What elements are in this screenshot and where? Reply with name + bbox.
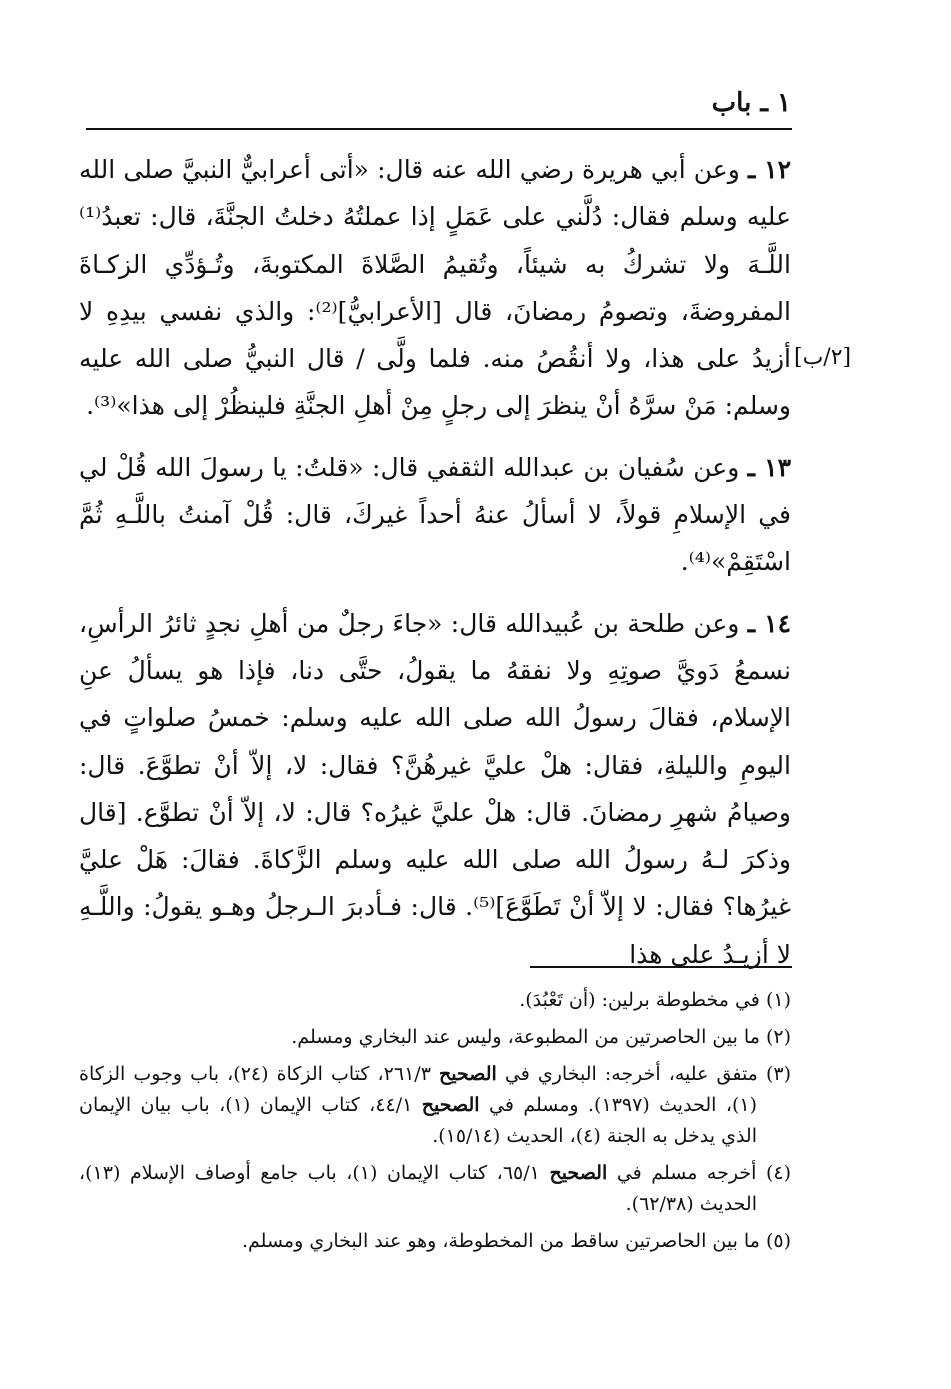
footnote-5: [79, 1226, 791, 1257]
footnote-text-post: ٤٤/١، كتاب الإيمان (١)، باب بيان الإيمان الذي يدخل به الجنة (٤)، الحديث (١٥/١٤).: [79, 1094, 757, 1147]
main-text: [79, 146, 791, 978]
footnotes: [79, 985, 791, 1263]
manuscript-folio-marker: [٢/ب]: [794, 345, 852, 370]
footnote-source-title: الصحيح: [438, 1063, 497, 1085]
hadith-12: [79, 146, 791, 430]
footnote-1: [79, 985, 791, 1016]
hadith-text-continued: على هذا، ولا أنقُصُ منه. فلما ولَّى / قال النبيُّ صلى الله عليه وسلم: مَنْ سرَّهُ أنْ ينظرَ إلى رجلٍ مِنْ أهلِ الجنَّةِ فلينظُرْ إلى هذا»⁽³⁾.: [79, 344, 791, 421]
header-rule: [86, 128, 792, 130]
hadith-number: ١٤ ـ: [747, 608, 792, 638]
footnote-source-title: الصحيح: [421, 1094, 480, 1116]
footnote-source-title: الصحيح: [549, 1162, 608, 1184]
footnote-2: [79, 1022, 791, 1053]
hadith-text: وعن أبي هريرة رضي الله عنه قال: «أتى أعرابيٌّ النبيَّ صلى الله عليه وسلم فقال: دُلَّني على عَمَلٍ إذا عملتُهُ دخلتُ الجنَّةَ، قال: تعبدُ⁽¹⁾ اللَّـهَ ولا تشركُ به شيئاً، وتُقيمُ الصَّلاةَ المكتوبةَ، وتُـؤدِّي الزكـاةَ المفروضةَ، وتصومُ رمضانَ، قال [الأعرابيُّ]⁽²⁾: والذي نفسي بيدِهِ لا أزيدُ: [79, 155, 792, 374]
hadith-text: وعن طلحة بن عُبيدالله قال: «جاءَ رجلٌ من أهلِ نجدٍ ثائرُ الرأسِ، نسمعُ دَويَّ صوتِهِ ولا نفقهُ ما يقولُ، حتَّى دنا، فإذا هو يسألُ عنِ الإسلام، فقالَ رسولُ الله صلى الله عليه وسلم: خمسُ صلواتٍ في اليومِ والليلةِ، فقال: هلْ عليَّ غيرهُنَّ؟ فقال: لا، إلاّ أنْ تطوَّعَ. قال: وصيامُ شهرِ رمضانَ. قال: هلْ عليَّ غيرُه؟ قال: لا، إلاّ أنْ تطوَّع. [قال وذكرَ لـهُ رسولُ الله صلى الله عليه وسلم الزَّكاةَ. فقالَ: هَلْ عليَّ غيرُها؟ فقال: لا إلاّ أنْ تَطَوَّعَ]⁽⁵⁾. قال: فـأدبرَ الـرجلُ وهـو يقولُ: واللَّـهِ لا أزيـدُ على هذا: [79, 608, 791, 969]
footnote-4: [79, 1158, 791, 1220]
footnote-text: ما بين الحاصرتين ساقط من المخطوطة، وهو عند البخاري ومسلم.: [242, 1230, 760, 1252]
footnote-text-pre: أخرجه مسلم في: [607, 1162, 757, 1184]
footnote-text: في مخطوطة برلين: (أن تَعْبُدَ).: [519, 989, 760, 1011]
hadith-number: ١٢ ـ: [747, 155, 791, 184]
footnote-text-pre: متفق عليه، أخرجه: البخاري في: [496, 1063, 758, 1085]
footnote-number: (١): [765, 989, 791, 1011]
footnote-number: (٤): [765, 1162, 792, 1184]
footnote-number: (٢): [765, 1026, 791, 1048]
hadith-text: وعن سُفيان بن عبدالله الثقفي قال: «قلتُ: يا رسولَ الله قُلْ لي في الإسلامِ قولاً، لا أسألُ عنهُ أحداً غيركَ، قال: قُلْ آمنتُ باللَّـهِ ثُمَّ اسْتَقِمْ»⁽⁴⁾.: [79, 452, 791, 577]
footnote-text-mid: ٢٦١/٣، كتاب الزكاة (٢٤)، باب وجوب الزكاة (١)، الحديث (١٣٩٧). ومسلم في: [79, 1063, 758, 1116]
running-head: ١ ـ باب: [711, 88, 791, 118]
footnote-number: (٣): [765, 1063, 791, 1085]
footnote-text-post: ٦٥/١، كتاب الإيمان (١)، باب جامع أوصاف الإسلام (١٣)، الحديث (٦٢/٣٨).: [79, 1162, 757, 1215]
footnote-3: [79, 1059, 791, 1152]
footnote-separator: [530, 966, 792, 968]
footnote-text: ما بين الحاصرتين من المطبوعة، وليس عند البخاري ومسلم.: [291, 1026, 760, 1048]
footnote-number: (٥): [765, 1230, 791, 1252]
hadith-13: [79, 444, 791, 586]
hadith-number: ١٣ ـ: [747, 452, 791, 482]
hadith-14: [79, 600, 791, 978]
